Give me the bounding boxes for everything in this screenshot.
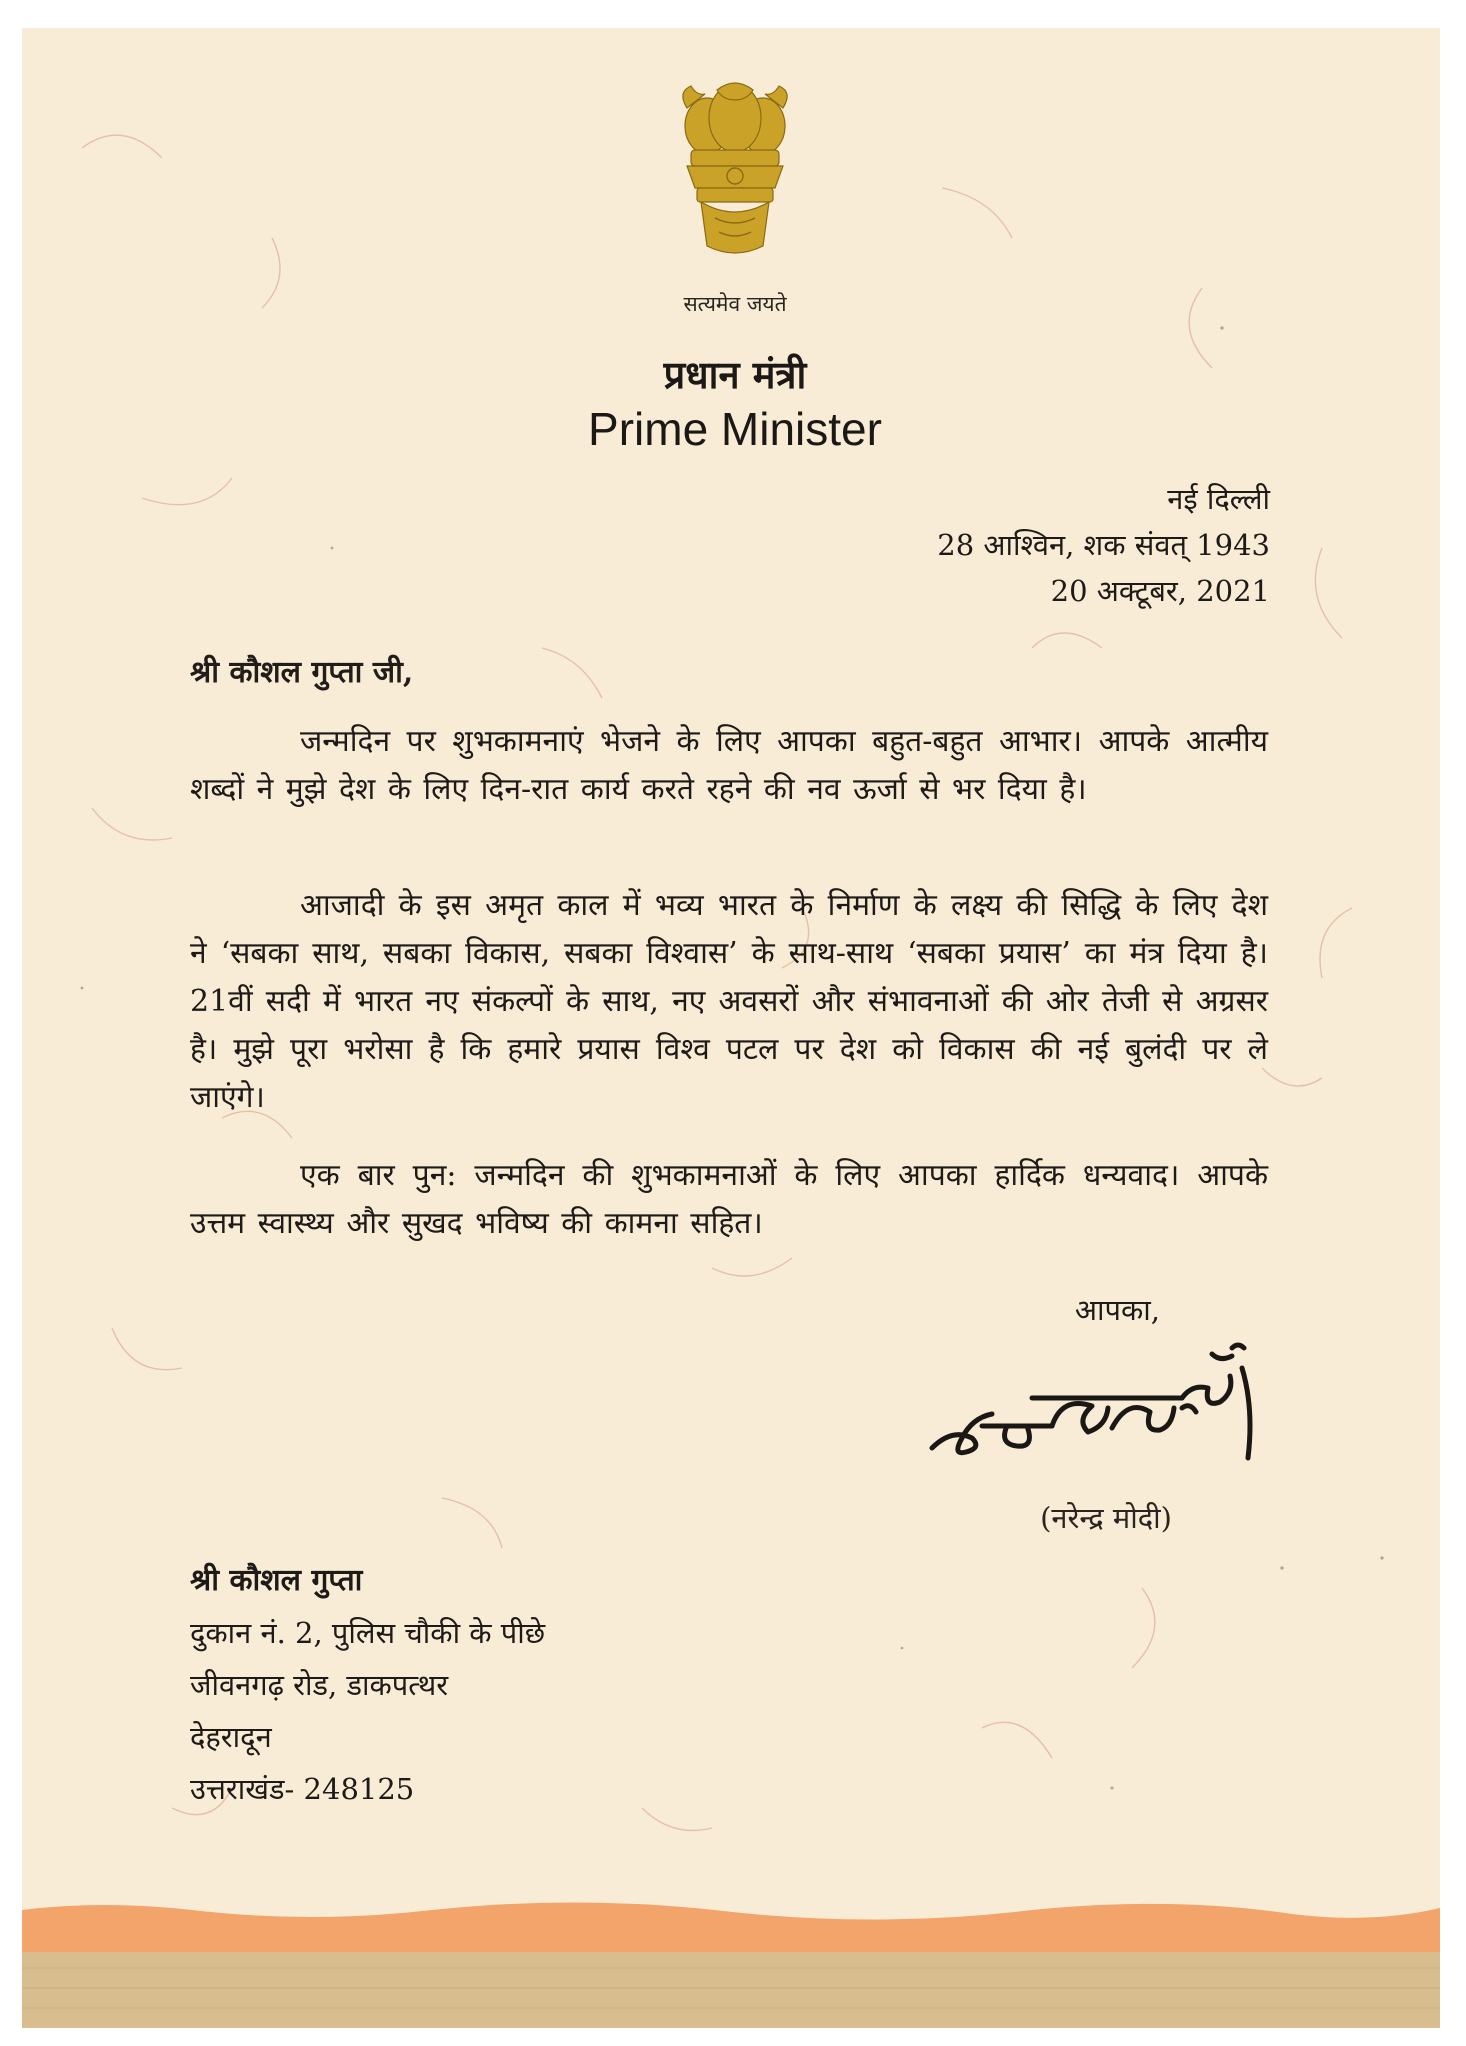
salutation: श्री कौशल गुप्ता जी, [190,655,414,690]
body-paragraph-1: जन्मदिन पर शुभकामनाएं भेजने के लिए आपका बहुत-बहुत आभार। आपके आत्मीय शब्दों ने मुझे देश के लिए दिन-रात कार्य करते रहने की नव ऊर्जा से भर दिया है। [190,724,1268,807]
closing: आपका, [1074,1293,1160,1327]
address-line-1: दुकान नं. 2, पुलिस चौकी के पीछे [190,1616,546,1650]
office-title-english: Prime Minister [588,403,882,455]
recipient-name: श्री कौशल गुप्ता [190,1563,363,1598]
national-emblem-icon [657,78,813,298]
body-paragraph-3: एक बार पुन: जन्मदिन की शुभकामनाओं के लिए आपका हार्दिक धन्यवाद। आपके उत्तम स्वास्थ्य और सुखद भविष्य की कामना सहित। [190,1158,1268,1241]
signatory-name: (नरेन्द्र मोदी) [1040,1501,1172,1535]
decorative-bottom-band [22,1888,1440,2028]
address-line-4: उत्तराखंड- 248125 [190,1772,415,1806]
office-title-hindi: प्रधान मंत्री [663,353,807,397]
address-line-3: देहरादून [190,1720,272,1754]
place: नई दिल्ली [1167,482,1270,516]
emblem-motto: सत्यमेव जयते [683,292,787,316]
address-line-2: जीवनगढ़ रोड, डाकपत्थर [190,1668,449,1702]
body-paragraph-2: आजादी के इस अमृत काल में भव्य भारत के निर्माण के लक्ष्य की सिद्धि के लिए देश ने ‘सबका साथ, सबका विकास, सबका विश्वास’ के साथ-साथ ‘सबका प्रयास’ का मंत्र दिया है। 21वीं सदी में भारत नए संकल्पों के साथ, नए अवसरों और संभावनाओं की ओर तेजी से अग्रसर है। मुझे पूरा भरोसा है कि हमारे प्रयास विश्व पटल पर देश को विकास की नई बुलंदी पर ले जाएंगे। [190,888,1268,1115]
handwritten-signature [912,1328,1302,1488]
gregorian-date: 20 अक्टूबर, 2021 [1050,574,1270,608]
date-block [937,476,1270,614]
letter-sheet [22,28,1440,2028]
saka-date: 28 आश्विन, शक संवत् 1943 [937,528,1270,562]
